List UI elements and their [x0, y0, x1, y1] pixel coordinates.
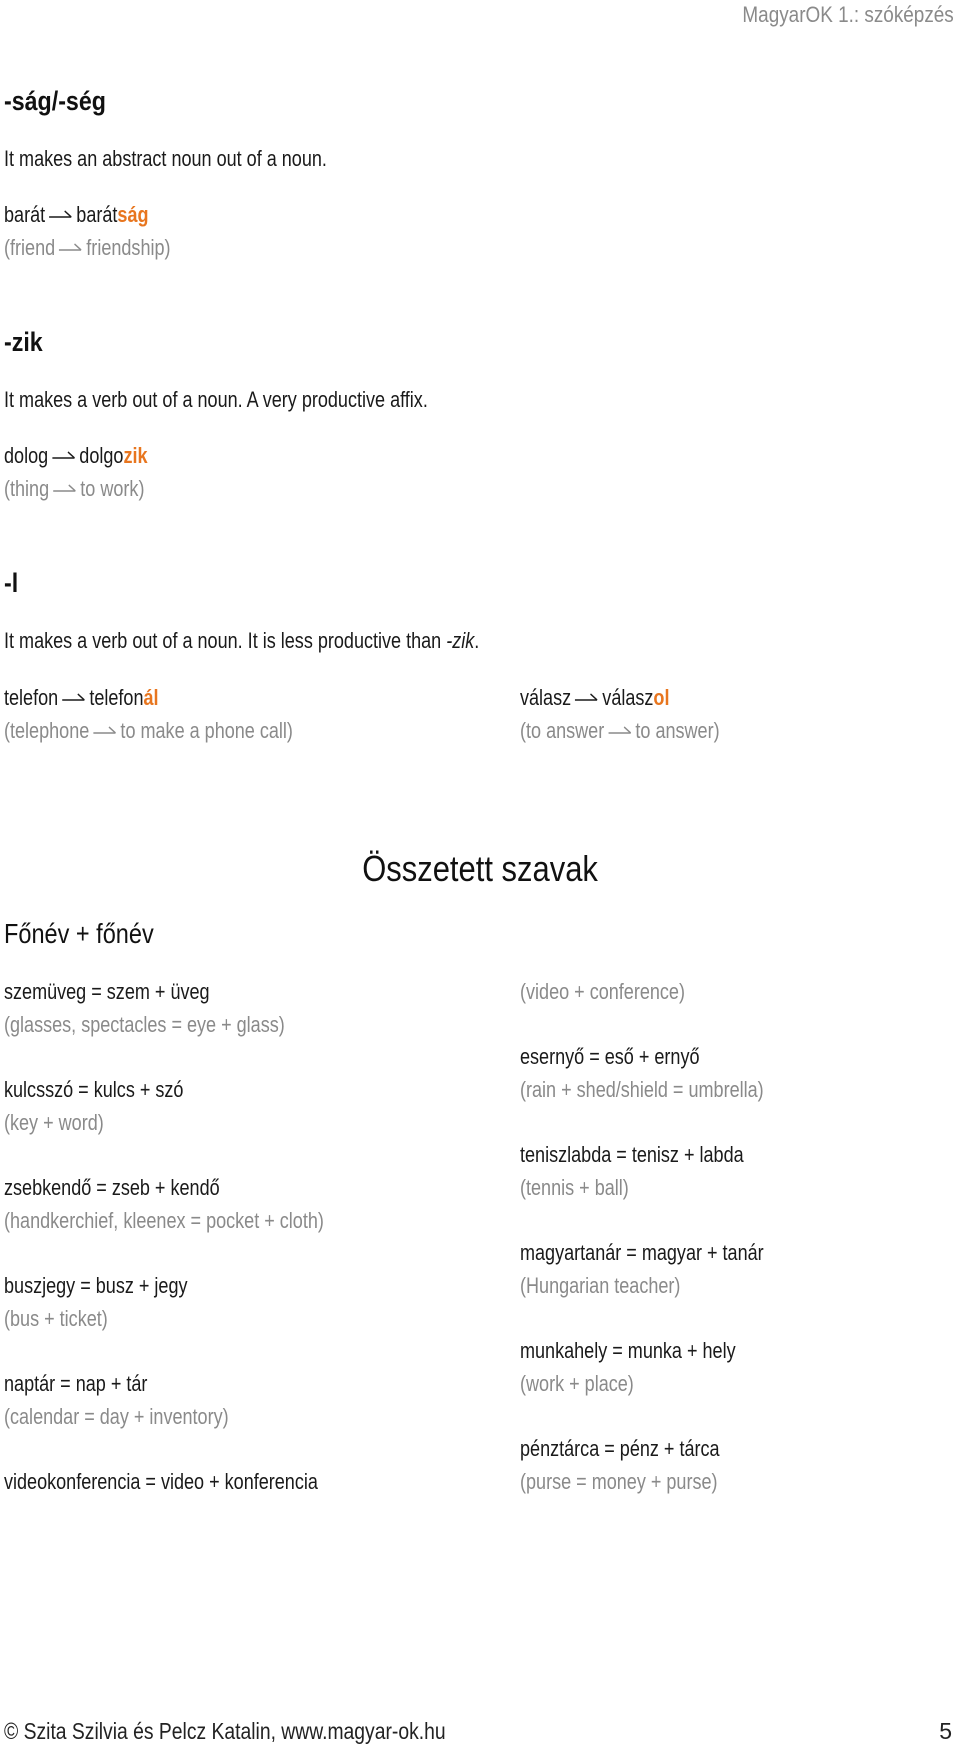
- compound-translation-continued: (video + conference): [520, 979, 685, 1004]
- description-italic: -zik: [446, 628, 475, 653]
- compound-word: munkahely = munka + hely: [520, 1338, 736, 1363]
- arrow-right-icon: [48, 209, 73, 223]
- compound-translation: (Hungarian teacher): [520, 1273, 681, 1298]
- translation-to: friendship): [86, 235, 171, 260]
- translation-to: to make a phone call): [120, 718, 293, 743]
- example-suffix: zik: [123, 443, 148, 468]
- compound-translation: (key + word): [4, 1110, 104, 1135]
- compound-word: szemüveg = szem + üveg: [4, 979, 210, 1004]
- compounds-title: [0, 848, 960, 890]
- section-title-sag: -ság/-ség: [4, 86, 106, 116]
- example-sag: [4, 202, 149, 228]
- compound-word: kulcsszó = kulcs + szó: [4, 1077, 184, 1102]
- translation-l-1: [4, 718, 293, 744]
- page-number: 5: [939, 1718, 952, 1744]
- arrow-right-icon: [51, 450, 76, 464]
- compounds-subtitle: Főnév + főnév: [4, 918, 154, 949]
- example-stem: barát: [76, 202, 118, 227]
- compound-translation: (tennis + ball): [520, 1175, 629, 1200]
- example-zik: [4, 443, 148, 469]
- translation-from: (thing: [4, 476, 50, 501]
- translation-sag: [4, 235, 171, 261]
- example-stem: válasz: [602, 685, 654, 710]
- example-base: dolog: [4, 443, 49, 468]
- translation-from: (to answer: [520, 718, 605, 743]
- section-description-l: [4, 628, 479, 654]
- compound-word: videokonferencia = video + konferencia: [4, 1469, 318, 1494]
- example-suffix: ság: [117, 202, 149, 227]
- compound-word: esernyő = eső + ernyő: [520, 1044, 700, 1069]
- compound-word: pénztárca = pénz + tárca: [520, 1436, 720, 1461]
- translation-to: to answer): [635, 718, 720, 743]
- compound-word: zsebkendő = zseb + kendő: [4, 1175, 220, 1200]
- compounds-title-text: Összetett szavak: [362, 848, 598, 889]
- arrow-right-icon: [608, 725, 633, 739]
- compound-word: magyartanár = magyar + tanár: [520, 1240, 764, 1265]
- example-base: telefon: [4, 685, 59, 710]
- compound-word: teniszlabda = tenisz + labda: [520, 1142, 744, 1167]
- compound-translation: (purse = money + purse): [520, 1469, 718, 1494]
- footer-copyright: © Szita Szilvia és Pelcz Katalin, www.magyar-ok.hu: [4, 1718, 446, 1744]
- compound-translation: (handkerchief, kleenex = pocket + cloth): [4, 1208, 324, 1233]
- translation-from: (friend: [4, 235, 56, 260]
- arrow-right-icon: [574, 692, 599, 706]
- compound-translation: (work + place): [520, 1371, 634, 1396]
- compound-translation: (calendar = day + inventory): [4, 1404, 229, 1429]
- example-base: barát: [4, 202, 46, 227]
- example-suffix: ál: [143, 685, 159, 710]
- description-text: It makes a verb out of a noun. It is less productive than: [4, 628, 447, 653]
- compound-word: buszjegy = busz + jegy: [4, 1273, 188, 1298]
- arrow-right-icon: [58, 242, 83, 256]
- description-end: .: [474, 628, 480, 653]
- running-header: MagyarOK 1.: szóképzés: [742, 2, 954, 27]
- example-l-1: [4, 685, 159, 711]
- compound-word: naptár = nap + tár: [4, 1371, 148, 1396]
- translation-zik: [4, 476, 144, 502]
- translation-from: (telephone: [4, 718, 90, 743]
- section-description-sag: It makes an abstract noun out of a noun.: [4, 146, 327, 171]
- compound-translation: (bus + ticket): [4, 1306, 108, 1331]
- example-base: válasz: [520, 685, 572, 710]
- example-suffix: ol: [653, 685, 670, 710]
- example-stem: telefon: [89, 685, 144, 710]
- translation-l-2: [520, 718, 720, 744]
- section-description-zik: It makes a verb out of a noun. A very productive affix.: [4, 387, 428, 412]
- arrow-right-icon: [52, 483, 77, 497]
- section-title-zik: -zik: [4, 327, 43, 357]
- translation-to: to work): [80, 476, 145, 501]
- arrow-right-icon: [61, 692, 86, 706]
- section-title-l: -l: [4, 568, 19, 598]
- compound-translation: (rain + shed/shield = umbrella): [520, 1077, 764, 1102]
- example-stem: dolgo: [79, 443, 124, 468]
- example-l-2: [520, 685, 669, 711]
- compound-translation: (glasses, spectacles = eye + glass): [4, 1012, 285, 1037]
- arrow-right-icon: [93, 725, 118, 739]
